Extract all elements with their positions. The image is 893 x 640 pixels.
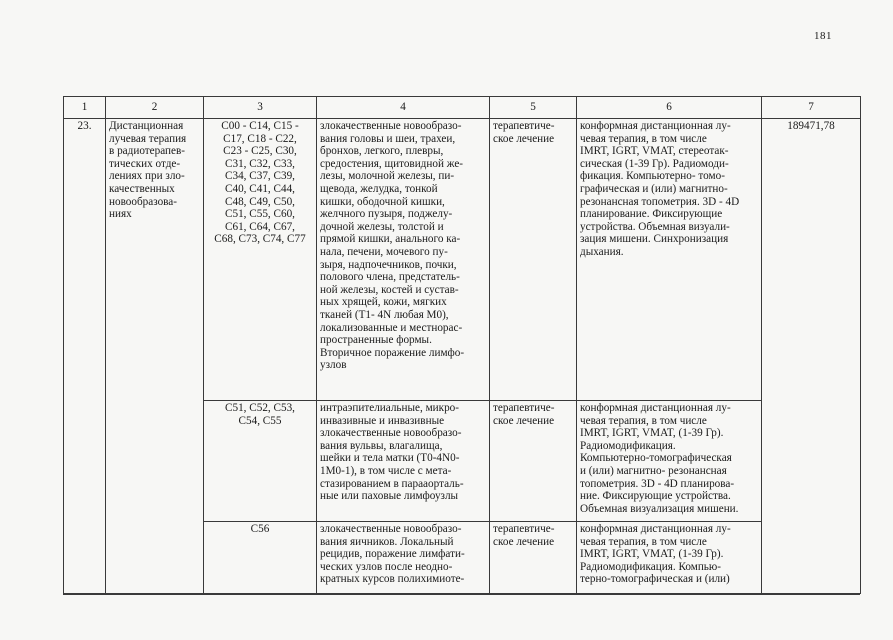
method-line: Радиомодификация. (580, 439, 676, 452)
method-line: Радиомодификация. Компью- (580, 560, 721, 573)
method-line: фикация. Компьютерно- томо- (580, 170, 725, 183)
diagnosis-cell (317, 119, 490, 401)
treatment-type-cell (490, 119, 577, 401)
icd-codes-line: C23 - C25, C30, (223, 145, 297, 158)
treatment-type-line: терапевтиче- (493, 523, 555, 535)
method-line: зация мишени. Синхронизация (580, 233, 729, 246)
icd-codes-line: C54, C55 (238, 414, 282, 427)
treatment-type-line: терапевтиче- (493, 120, 555, 132)
row-name-line: Дистанционная (109, 120, 184, 132)
icd-codes-line: C31, C32, C33, (225, 157, 295, 170)
diagnosis-line: щевода, желудка, тонкой (320, 182, 438, 195)
method-line: Компьютерно-томографическая (580, 452, 732, 465)
method-line: чевая терапия, в том числе (580, 535, 707, 548)
diagnosis-line: прямой кишки, анального ка- (320, 233, 461, 246)
diagnosis-line: лезы, молочной железы, пи- (320, 170, 455, 183)
method-line: IMRT, IGRT, VMAT, стереотак- (580, 145, 729, 158)
diagnosis-line: дочной железы, толстой и (320, 220, 444, 233)
treatment-type-line: ское лечение (493, 535, 555, 548)
row-name-line: в радиотерапев- (109, 145, 185, 158)
diagnosis-line: Вторичное поражение лимфо- (320, 346, 465, 359)
icd-codes-line: C68, C73, C74, C77 (214, 233, 306, 246)
icd-codes-line: C34, C37, C39, (225, 170, 295, 183)
diagnosis-cell (317, 401, 490, 522)
diagnosis-line: вания вульвы, влагалища, (320, 439, 443, 452)
header-col-5: 5 (490, 97, 577, 119)
diagnosis-line: зыря, надпочечников, почки, (320, 258, 457, 271)
diagnosis-line: ные или паховые лимфоузлы (320, 490, 459, 503)
row-name-line: лучевая терапия (109, 132, 187, 145)
diagnosis-line: бронхов, легкого, плевры, (320, 145, 444, 158)
diagnosis-line: полового члена, предстатель- (320, 271, 460, 284)
row-name-line: качественных (109, 182, 175, 195)
icd-codes-line: C40, C41, C44, (225, 182, 295, 195)
diagnosis-line: нала, печени, мочевого пу- (320, 245, 448, 258)
header-col-6: 6 (577, 97, 762, 119)
diagnosis-line: инвазивные и инвазивные (320, 414, 445, 427)
row-name-line: тических отде- (109, 157, 181, 170)
header-col-3: 3 (204, 97, 317, 119)
method-line: графическая и (или) магнитно- (580, 182, 728, 195)
bottom-rule (63, 594, 860, 595)
diagnosis-line: стазированием в парааорталь- (320, 477, 464, 490)
treatment-type-cell (490, 522, 577, 594)
method-line: терно-томографическая и (или) (580, 573, 730, 586)
row-name-line: ниях (109, 208, 132, 221)
diagnosis-cell (317, 522, 490, 594)
diagnosis-line: ческих узлов после неодно- (320, 560, 453, 573)
header-row (64, 97, 861, 119)
diagnosis-line: средостения, щитовидной же- (320, 157, 464, 170)
diagnosis-line: ной железы, костей и сустав- (320, 283, 459, 296)
treatment-type-cell (490, 401, 577, 522)
method-line: планирование. Фиксирующие (580, 208, 723, 221)
diagnosis-line: злокачественные новообразо- (320, 427, 462, 440)
icd-codes-cell (204, 522, 317, 594)
method-line: конформная дистанционная лу- (580, 402, 731, 414)
icd-codes-line: C56 (250, 523, 270, 535)
method-line: резонансная топометрия. 3D - 4D (580, 195, 740, 208)
diagnosis-line: 1M0-1), в том числе с мета- (320, 464, 452, 477)
method-cell (577, 522, 762, 594)
diagnosis-line: вания яичников. Локальный (320, 535, 454, 548)
header-col-1: 1 (64, 97, 106, 119)
price-cell: 189471,78 (762, 119, 861, 594)
icd-codes-line: C48, C49, C50, (225, 195, 295, 208)
method-line: сическая (1-39 Гр). Радиомоди- (580, 157, 729, 170)
method-line: ние. Фиксирующие устройства. (580, 490, 731, 503)
header-col-4: 4 (317, 97, 490, 119)
method-line: чевая терапия, в том числе (580, 132, 707, 145)
diagnosis-line: кратных курсов полихимиоте- (320, 573, 465, 586)
treatment-type-line: ское лечение (493, 414, 555, 427)
diagnosis-line: тканей (T1- 4N любая M0), (320, 308, 449, 321)
diagnosis-line: шейки и тела матки (T0-4N0- (320, 452, 460, 465)
icd-codes-cell (204, 401, 317, 522)
method-line: конформная дистанционная лу- (580, 120, 731, 132)
header-col-2: 2 (106, 97, 204, 119)
row-name-line: лениях при зло- (109, 170, 185, 183)
method-line: устройства. Объемная визуали- (580, 220, 730, 233)
row-name-line: новообразова- (109, 195, 177, 208)
diagnosis-line: локализованные и местнорас- (320, 321, 463, 334)
icd-codes-line: C61, C64, C67, (225, 220, 295, 233)
method-line: IMRT, IGRT, VMAT, (1-39 Гр). (580, 427, 724, 440)
diagnosis-line: ных хрящей, кожи, мягких (320, 296, 447, 309)
diagnosis-line: злокачественные новообразо- (320, 120, 462, 132)
icd-codes-line: C17, C18 - C22, (223, 132, 297, 145)
header-col-7: 7 (762, 97, 861, 119)
diagnosis-line: вания головы и шеи, трахеи, (320, 132, 456, 145)
method-line: топометрия. 3D - 4D планирова- (580, 477, 735, 490)
icd-codes-line: C00 - C14, C15 - (221, 120, 299, 132)
page-number: 181 (814, 30, 832, 42)
method-line: конформная дистанционная лу- (580, 523, 731, 535)
method-line: дыхания. (580, 245, 624, 258)
diagnosis-line: узлов (320, 359, 347, 372)
table-row (64, 119, 861, 401)
method-cell (577, 401, 762, 522)
diagnosis-line: рецидив, поражение лимфати- (320, 548, 465, 561)
method-line: чевая терапия, в том числе (580, 414, 707, 427)
services-table (63, 96, 861, 594)
icd-codes-line: C51, C55, C60, (225, 208, 295, 221)
row-name-cell (106, 119, 204, 594)
method-cell (577, 119, 762, 401)
method-line: и (или) магнитно- резонансная (580, 464, 727, 477)
method-line: Объемная визуализация мишени. (580, 502, 739, 515)
treatment-type-line: терапевтиче- (493, 402, 555, 414)
icd-codes-line: C51, C52, C53, (225, 402, 295, 414)
icd-codes-cell (204, 119, 317, 401)
diagnosis-line: злокачественные новообразо- (320, 523, 462, 535)
row-number: 23. (64, 119, 106, 594)
diagnosis-line: желчного пузыря, поджелу- (320, 208, 453, 221)
diagnosis-line: пространенные формы. (320, 334, 432, 347)
diagnosis-line: интраэпителиальные, микро- (320, 402, 459, 414)
method-line: IMRT, IGRT, VMAT, (1-39 Гр). (580, 548, 724, 561)
treatment-type-line: ское лечение (493, 132, 555, 145)
diagnosis-line: кишки, ободочной кишки, (320, 195, 445, 208)
